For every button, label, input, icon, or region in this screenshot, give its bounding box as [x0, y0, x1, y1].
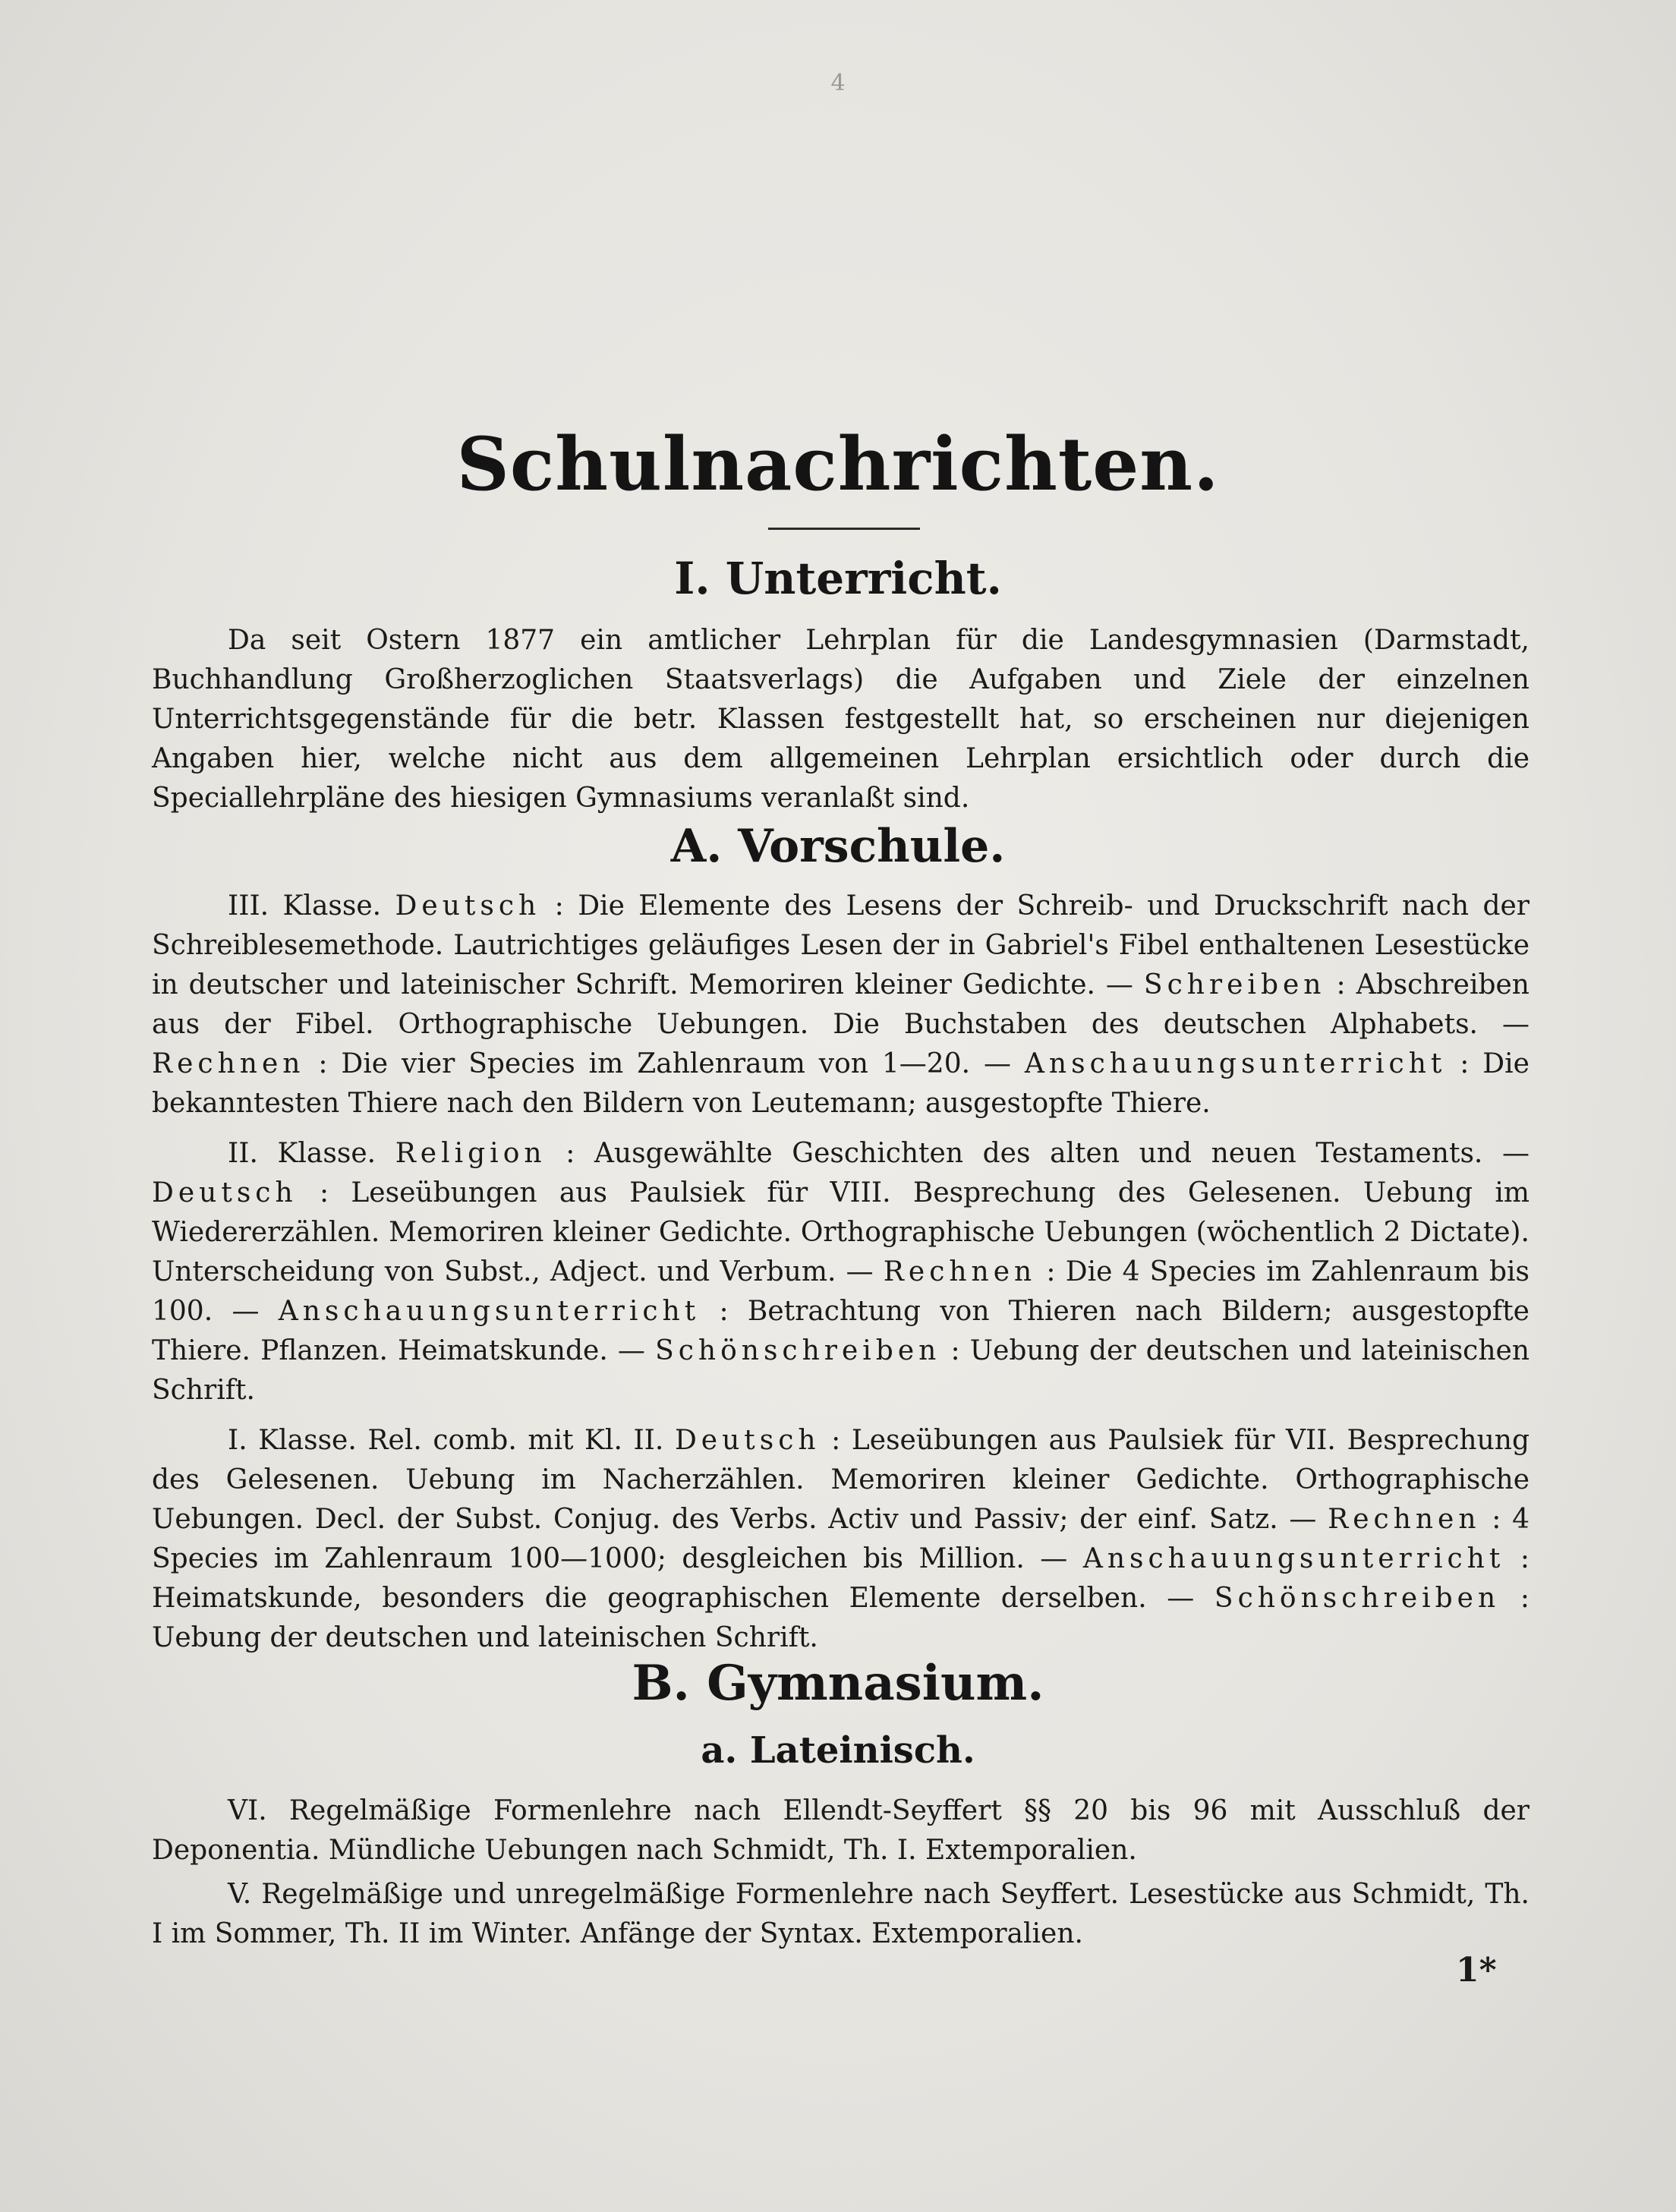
- subject-deutsch: Deutsch: [152, 1177, 298, 1208]
- page-number: 4: [830, 70, 846, 96]
- subject-deutsch-text: : Die Elemente des Lesens der Schreib- und Druckschrift nach der Schreiblesemethode. Lautrichtiges geläufiges Lesen der in Gabriel's Fibel enthaltenen Lesestücke in deutscher und lateinischer Schrift. Memoriren kleiner Gedichte. —: [152, 890, 1530, 1000]
- section-heading-gymnasium: B. Gymnasium.: [632, 1655, 1044, 1712]
- subject-rechnen-text: : Die vier Species im Zahlenraum von 1—20. —: [318, 1048, 1011, 1079]
- subject-rechnen: Rechnen: [883, 1256, 1037, 1287]
- section-heading-unterricht: I. Unterricht.: [674, 553, 1002, 604]
- klasse-1-religion-note: Rel. comb. mit Kl. II.: [367, 1425, 664, 1456]
- paragraph-klasse-2: [152, 1134, 1530, 1410]
- class-V-text: Regelmäßige und unregelmäßige Formenlehre nach Seyffert. Lesestücke aus Schmidt, Th. I im Sommer, Th. II im Winter. Anfänge der Syntax. Extemporalien.: [152, 1879, 1530, 1949]
- section-heading-vorschule: A. Vorschule.: [670, 820, 1006, 873]
- subject-deutsch: Deutsch: [395, 890, 541, 922]
- subject-rechnen-text: : Die 4 Species im Zahlenraum bis 100. —: [152, 1256, 1530, 1327]
- class-VI-lead: VI.: [228, 1795, 267, 1826]
- subject-religion: Religion: [395, 1138, 547, 1169]
- subject-schoenschreiben-text: : Uebung der deutschen und lateinischen Schrift.: [152, 1583, 1530, 1653]
- subject-rechnen-text: : 4 Species im Zahlenraum 100—1000; desgleichen bis Million. —: [152, 1504, 1530, 1574]
- subject-anschauungsunterricht: Anschauungsunterricht: [278, 1296, 701, 1327]
- klasse-1-lead: I. Klasse.: [228, 1425, 357, 1456]
- klasse-3-lead: III. Klasse.: [228, 890, 382, 922]
- subject-anschauungsunterricht-text: : Betrachtung von Thieren nach Bildern; ausgestopfte Thiere. Pflanzen. Heimatskunde. —: [152, 1296, 1530, 1366]
- subject-rechnen: Rechnen: [152, 1048, 305, 1079]
- intro-paragraph: Da seit Ostern 1877 ein amtlicher Lehrplan für die Landesgymnasien (Darmstadt, Buchhandlung Großherzoglichen Staatsverlags) die Aufgaben und Ziele der einzelnen Unterrichtsgegenstände für die betr. Klassen festgestellt hat, so erscheinen nur diejenigen Angaben hier, welche nicht aus dem allgemeinen Lehrplan ersichtlich oder durch die Speciallehrpläne des hiesigen Gymnasiums veranlaßt sind.: [152, 625, 1530, 814]
- page-title: Schulnachrichten.: [456, 421, 1220, 507]
- subject-anschauungsunterricht: Anschauungsunterricht: [1082, 1543, 1505, 1574]
- paragraph-klasse-1: [152, 1421, 1530, 1658]
- paragraph-class-V: [152, 1875, 1530, 1954]
- printer-signature-mark: 1*: [1456, 1951, 1497, 1990]
- subject-religion-text: : Ausgewählte Geschichten des alten und neuen Testaments. —: [565, 1138, 1530, 1169]
- subsection-heading-lateinisch: a. Lateinisch.: [701, 1729, 975, 1772]
- subject-deutsch: Deutsch: [674, 1425, 821, 1456]
- subject-deutsch-text: : Leseübungen aus Paulsiek für VIII. Besprechung des Gelesenen. Uebung im Wiedererzählen. Memoriren kleiner Gedichte. Orthographische Uebungen (wöchentlich 2 Dictate). Unterscheidung von Subst., Adject. und Verbum. —: [152, 1177, 1530, 1287]
- klasse-2-lead: II. Klasse.: [228, 1138, 376, 1169]
- paragraph-klasse-3: [152, 887, 1530, 1123]
- subject-anschauungsunterricht-text: : Heimatskunde, besonders die geographischen Elemente derselben. —: [152, 1543, 1530, 1614]
- subject-deutsch-text: : Leseübungen aus Paulsiek für VII. Besprechung des Gelesenen. Uebung im Nacherzählen. Memoriren kleiner Gedichte. Orthographische Uebungen. Decl. der Subst. Conjug. des Verbs. Activ und Passiv; der einf. Satz. —: [152, 1425, 1530, 1535]
- subject-schreiben-text: : Abschreiben aus der Fibel. Orthographische Uebungen. Die Buchstaben des deutschen Alphabets. —: [152, 969, 1530, 1040]
- subject-schoenschreiben: Schönschreiben: [655, 1335, 941, 1366]
- subject-schoenschreiben: Schönschreiben: [1214, 1583, 1501, 1614]
- title-divider: [768, 528, 920, 530]
- subject-rechnen: Rechnen: [1328, 1504, 1481, 1535]
- subject-anschauungsunterricht: Anschauungsunterricht: [1024, 1048, 1447, 1079]
- class-V-lead: V.: [228, 1879, 252, 1910]
- subject-anschauungsunterricht-text: : Die bekanntesten Thiere nach den Bildern von Leutemann; ausgestopfte Thiere.: [152, 1048, 1530, 1119]
- class-VI-text: Regelmäßige Formenlehre nach Ellendt-Seyffert §§ 20 bis 96 mit Ausschluß der Deponentia. Mündliche Uebungen nach Schmidt, Th. I. Extemporalien.: [152, 1795, 1530, 1866]
- subject-schreiben: Schreiben: [1143, 969, 1326, 1000]
- subject-schoenschreiben-text: : Uebung der deutschen und lateinischen Schrift.: [152, 1335, 1530, 1406]
- paragraph-class-VI: [152, 1791, 1530, 1870]
